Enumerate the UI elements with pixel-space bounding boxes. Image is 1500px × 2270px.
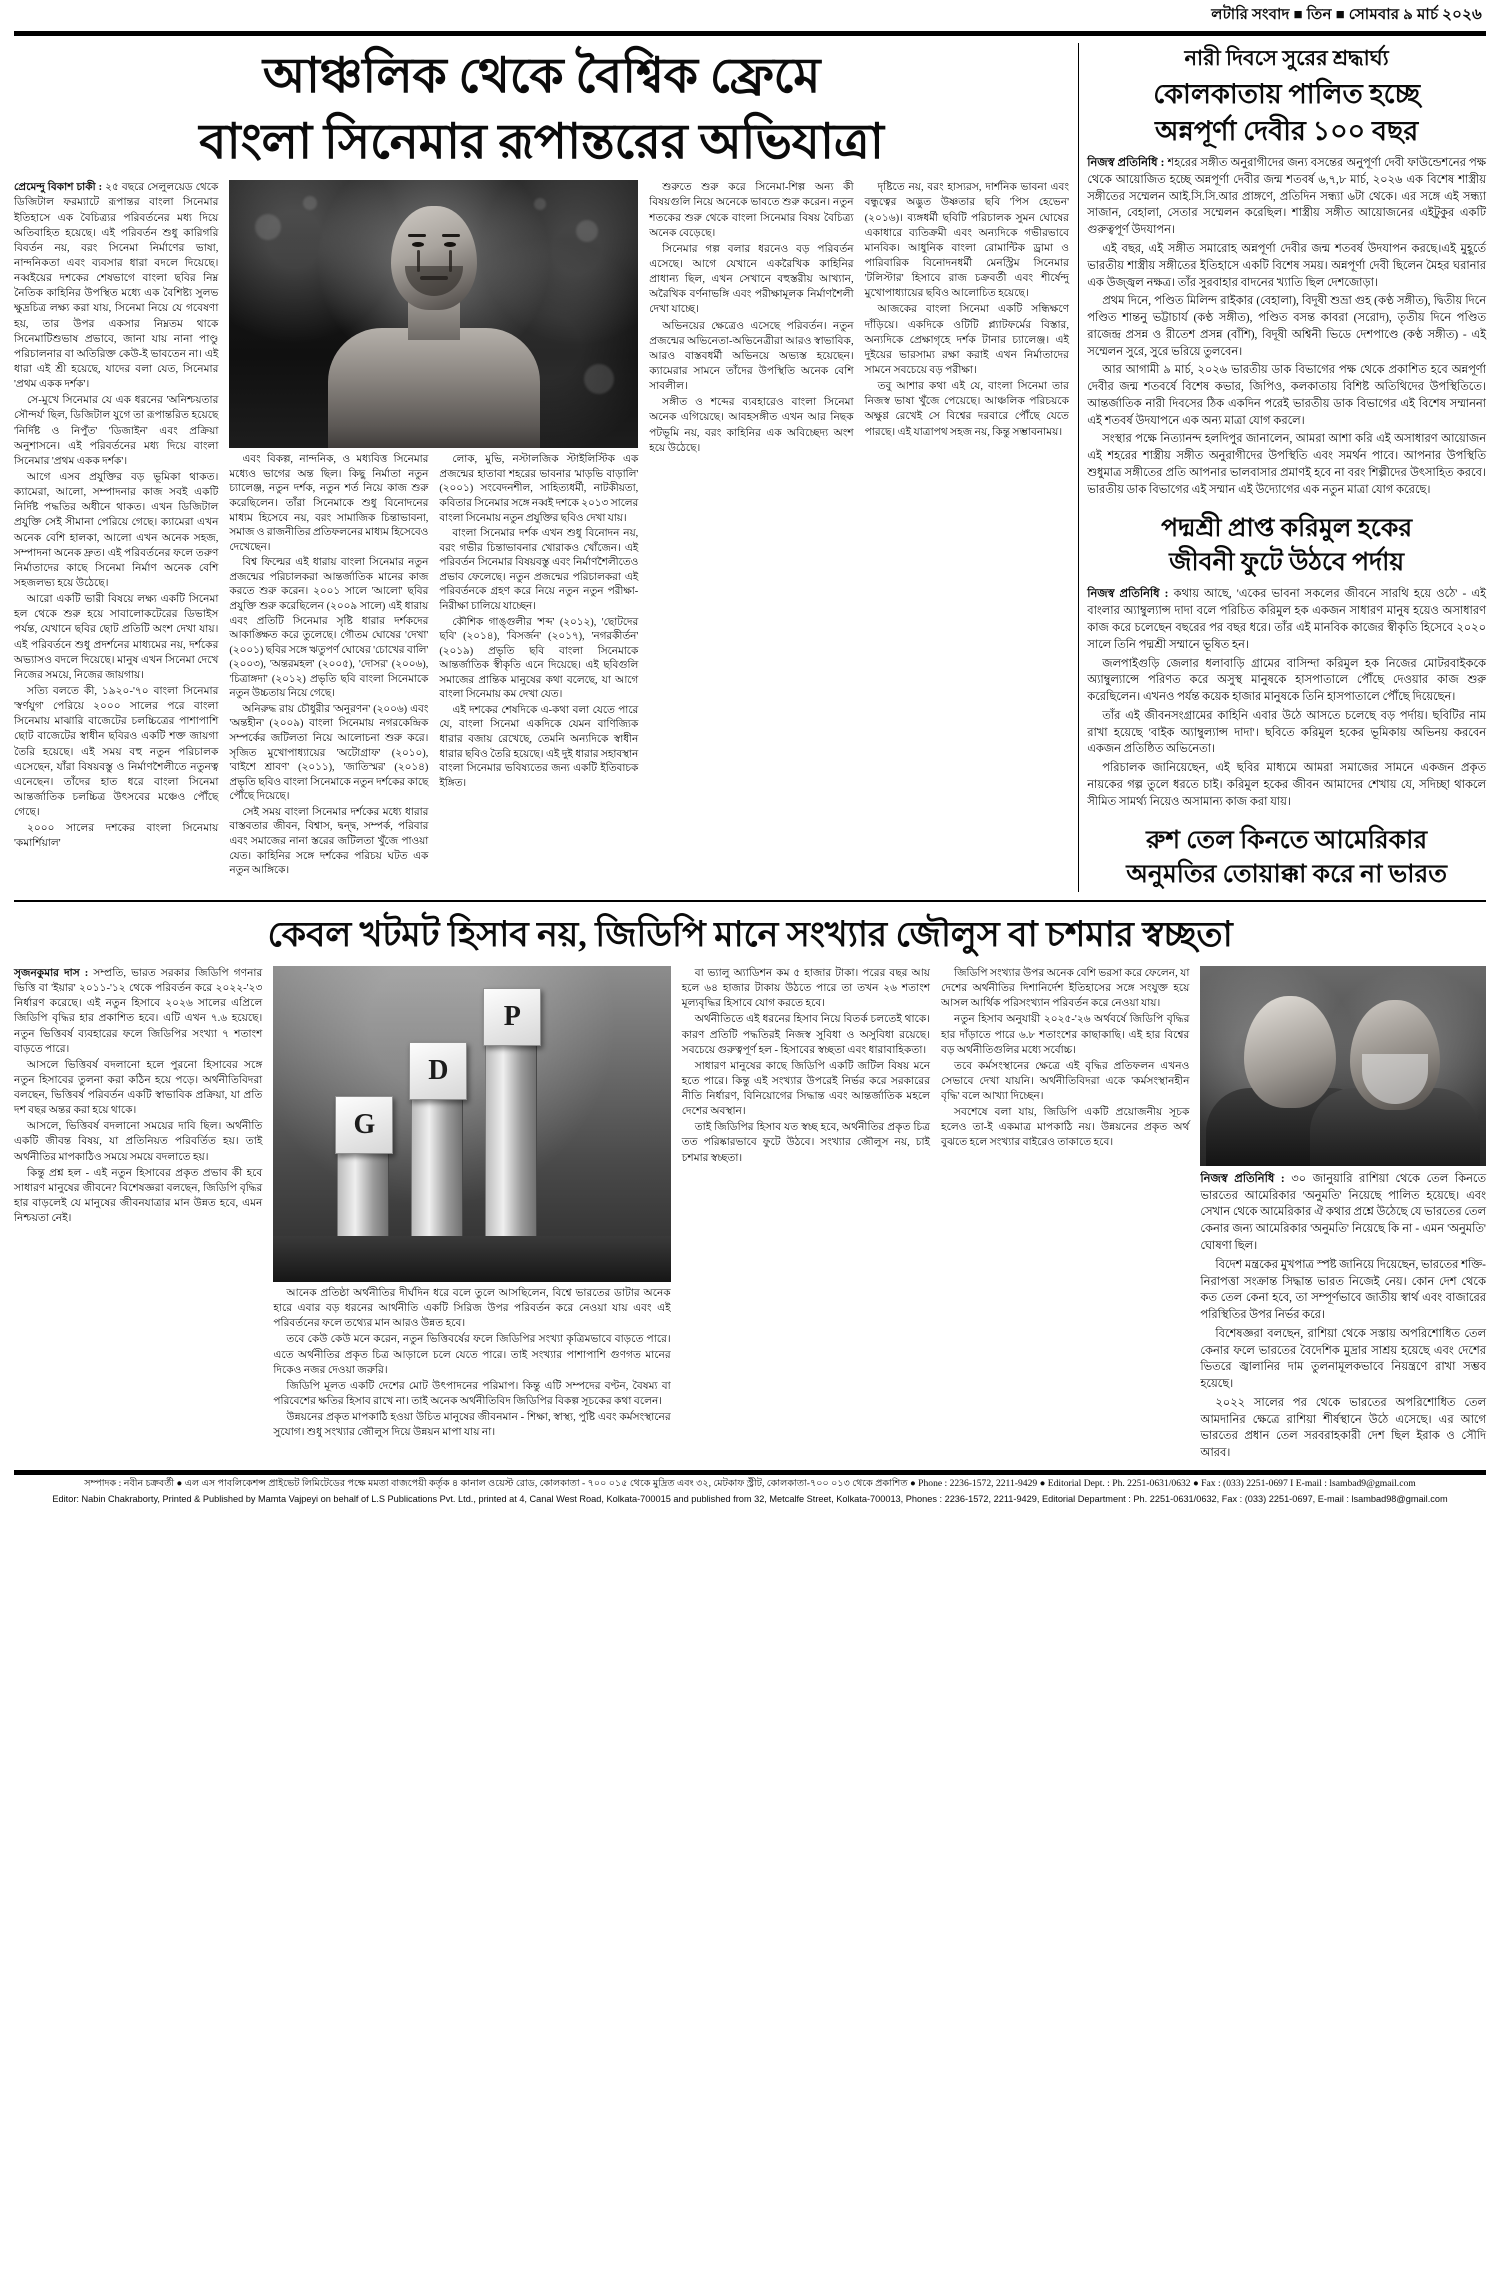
lead-c1-p4: আরো একটি ভারী বিষয়ে লক্ষ্য একটি সিনেমা হল থেকে শুরু হয়ে সাবালোকটেরের ডিভাইস পর্যন্ত, যেখানে ছবির ছোট প্রতিটি অংশ দেখা যায়। এই পরিবর্তনে শুধু প্রদর্শনের মাধ্যমের নয়, দর্শকের অভ্যাসও বদলে দিয়েছে। মানুষ এখন সিনেমা দেখে নিজের সময়ে, নিজের জায়গায়। — [14, 594, 219, 681]
right-story-1-kicker: নারী দিবসে সুরের শ্রদ্ধার্ঘ্য — [1184, 46, 1389, 70]
right-story-2-body — [1087, 586, 1486, 810]
right-story-2-headline-line2: জীবনী ফুটে উঠবে পর্দায় — [1169, 549, 1405, 577]
bottom-c2-p3: জিডিপি মূলত একটি দেশের মোট উৎপাদনের পরিমাপ। কিন্তু এটি সম্পদের বণ্টন, বৈষম্য বা পরিবেশের ক্ষতির হিসাব রাখে না। তাই অনেক অর্থনীতিবিদ জিডিপির বিকল্প সূচকের কথা বলেন। — [273, 1380, 671, 1407]
coin-stack-3 — [485, 1044, 537, 1248]
right-story-3-body — [1200, 1171, 1486, 1462]
bottom-column-2 — [273, 966, 670, 1464]
bottom-c4-p4: সবশেষে বলা যায়, জিডিপি একটি প্রয়োজনীয় সূচক হলেও তা-ই একমাত্র মাপকাঠি নয়। উন্নয়নের প্রকৃত অর্থ বুঝতে হলে সংখ্যার বাইরেও তাকাতে হবে। — [941, 1107, 1190, 1149]
bottom-c4-p2: নতুন হিসাব অনুযায়ী ২০২৫-'২৬ অর্থবর্ষে জিডিপি বৃদ্ধির হার দাঁড়াতে পারে ৬.৮ শতাংশের কাছাকাছি। এই হার বিশ্বের বড় অর্থনীতিগুলির মধ্যে সর্বোচ্চ। — [941, 1014, 1190, 1056]
right-story-3-p3: বিশেষজ্ঞরা বলছেন, রাশিয়া থেকে সস্তায় অপরিশোধিত তেল কেনার ফলে ভারতের বৈদেশিক মুদ্রার সাশ্রয় হয়েছে এবং দেশের ভিতরে জ্বালানির দাম তুলনামূলকভাবে নিয়ন্ত্রণে রাখা সম্ভব হয়েছে। — [1200, 1327, 1486, 1391]
leaders-photo — [1200, 966, 1486, 1166]
bottom-c2-p4: উন্নয়নের প্রকৃত মাপকাঠি হওয়া উচিত মানুষের জীবনমান - শিক্ষা, স্বাস্থ্য, পুষ্টি এবং কর্মসংস্থানের সুযোগ। শুধু সংখ্যার জৌলুস দিয়ে উন্নয়ন মাপা যায় না। — [273, 1412, 671, 1439]
lead-c4-p3: অভিনয়ের ক্ষেত্রেও এসেছে পরিবর্তন। নতুন প্রজন্মের অভিনেতা-অভিনেত্রীরা আরও স্বাভাবিক, আরও বাস্তবধর্মী অভিনয়ে অভ্যস্ত হয়েছেন। ক্যামেরার সামনে তাঁদের উপস্থিতি অনেক বেশি সাবলীল। — [649, 320, 854, 393]
lead-c1-p5: সত্যি বলতে কী, ১৯২০-'৭০ বাংলা সিনেমার 'স্বর্ণযুগ' পেরিয়ে ২০০০ সালের পরে বাংলা সিনেমায় মাঝারি বাজেটের চলচ্চিত্রের পাশাপাশি ছোট বাজেটের স্বাধীন ছবিরও একটি শক্ত জায়গা তৈরি হয়েছে। এই সময় বহু নতুন পরিচালক এসেছেন, যাঁরা বিষয়বস্তু ও নির্মাণশৈলীতে নতুনত্ব এনেছেন। তাঁদের হাত ধরে বাংলা সিনেমা আন্তর্জাতিক চলচ্চিত্র উৎসবের মঞ্চেও পৌঁছে গেছে। — [14, 685, 219, 819]
right-story-1-p1: শহরের সঙ্গীত অনুরাগীদের জন্য বসন্তের অনুপূর্ণা দেবী ফাউন্ডেশনের পক্ষ থেকে আয়োজিত হচ্ছে অন্নপূর্ণা দেবীর জন্ম শতবর্ষ ৬,৭,৮ মার্চ, ২০২৬ এক বিশেষ শাস্ত্রীয় সঙ্গীতের সম্মেলন আই.সি.সি.আর প্রাঙ্গণে, প্রতিদিন সন্ধ্যা ৬টা থেকে। এর সঙ্গে এই সন্ধ্যা সাজান, বেহালা, সেতার সম্মেলন করেছিল। শাস্ত্রীয় সঙ্গীত আয়োজনের এইটুকুর একটি গুরুত্বপূর্ণ উদযাপন। — [1087, 157, 1486, 237]
bokeh-light — [576, 220, 598, 242]
lead-column-2 — [229, 180, 638, 879]
lead-c3-p4: এই দশকের শেষদিকে এ-কথা বলা যেতে পারে যে, বাংলা সিনেমা একদিকে যেমন বাণিজ্যিক ধারার বজায় রেখেছে, তেমনি অন্যদিকে স্বাধীন ধারার ছবিও তৈরি হয়েছে। এই দুই ধারার সহাবস্থান বাংলা সিনেমার ভবিষ্যতের জন্য একটি ইতিবাচক ইঙ্গিত। — [439, 704, 639, 789]
lead-c3-p2: বাংলা সিনেমার দর্শক এখন শুধু বিনোদন নয়, বরং গভীর চিন্তাভাবনার খোরাকও খোঁজেন। এই পরিবর্তন সিনেমার বিষয়বস্তু এবং নির্মাণশৈলীতেও প্রভাব ফেলেছে। নতুন প্রজন্মের পরিচালকরা এই পরিবর্তনকে গ্রহণ করে নিয়ে নতুন নতুন পরীক্ষা-নিরীক্ষা চালিয়ে যাচ্ছেন। — [439, 528, 639, 612]
lead-c2-p3: অনিরুদ্ধ রায় চৌধুরীর 'অনুরণন' (২০০৬) এবং 'অন্তহীন' (২০০৯) বাংলা সিনেমায় নগরকেন্দ্রিক সম্পর্কের জটিলতা নিয়ে আলোচনা শুরু করে। সৃজিত মুখোপাধ্যায়ের 'অটোগ্রাফ' (২০১০), 'বাইশে শ্রাবণ' (২০১১), 'জাতিস্মর' (২০১৪) প্রভৃতি ছবিও বাংলা সিনেমাকে নতুন দর্শকের কাছে পৌঁছে দিয়েছে। — [229, 703, 429, 803]
main-photo — [229, 180, 638, 448]
right-story-3-p4: ২০২২ সালের পর থেকে ভারতের অপরিশোধিত তেল আমদানির ক্ষেত্রে রাশিয়া শীর্ষস্থানে উঠে এসেছে। এর আগে ভারতের প্রধান তেল সরবরাহকারী দেশ ছিল ইরাক ও সৌদি আরব। — [1200, 1396, 1486, 1460]
lead-c1-p6: ২০০০ সালের দশকের বাংলা সিনেমায় 'কমার্শিয়াল' — [14, 823, 219, 850]
right-story-2-p4: পরিচালক জানিয়েছেন, এই ছবির মাধ্যমে আমরা সমাজের সামনে একজন প্রকৃত নায়কের গল্প তুলে ধরতে চাই। করিমুল হকের জীবন আমাদের শেখায় যে, সদিচ্ছা থাকলে সীমিত সামর্থ্য নিয়েও অসামান্য কাজ করা যায়। — [1087, 762, 1486, 808]
right-story-3-headline-line2: অনুমতির তোয়াক্কা করে না ভারত — [1126, 861, 1447, 889]
bottom-c1-p2: আসলে ভিত্তিবর্ষ বদলানো হলে পুরনো হিসাবের সঙ্গে নতুন হিসাবের তুলনা করা কঠিন হয়ে পড়ে। অর্থনীতিবিদরা বলছেন, ভিত্তিবর্ষ পরিবর্তন একটি স্বাভাবিক প্রক্রিয়া, যা প্রতি দশ বছর অন্তর করা হয়ে থাকে। — [14, 1059, 263, 1117]
right-story-3-p2: বিদেশ মন্ত্রকের মুখপাত্র স্পষ্ট জানিয়ে দিয়েছেন, ভারতের শক্তি-নিরাপত্তা সংক্রান্ত সিদ্ধান্ত ভারত নিজেই নেয়। কোন দেশ থেকে কত তেল কেনা হবে, তা সম্পূর্ণভাবে জাতীয় স্বার্থ এবং বাজারের পরিস্থিতির উপর নির্ভর করে। — [1200, 1258, 1486, 1322]
lead-columns — [14, 180, 1069, 879]
bottom-column-3 — [682, 966, 930, 1464]
lead-column-2b — [439, 453, 638, 879]
bottom-c3-p2: অর্থনীতিতে এই ধরনের হিসাব নিয়ে বিতর্ক চলতেই থাকে। কারণ প্রতিটি পদ্ধতিরই নিজস্ব সুবিধা ও অসুবিধা রয়েছে। সবচেয়ে গুরুত্বপূর্ণ হল - হিসাবের স্বচ্ছতা এবং ধারাবাহিকতা। — [681, 1014, 931, 1056]
lead-headline-line1: আঞ্চলিক থেকে বৈশ্বিক ফ্রেমে — [262, 48, 821, 103]
bottom-c2-p2: তবে কেউ কেউ মনে করেন, নতুন ভিত্তিবর্ষের ফলে জিডিপির সংখ্যা কৃত্রিমভাবে বাড়তে পারে। এতে অর্থনীতির প্রকৃত চিত্র আড়ালে চলে যেতে পারে। তাই সংখ্যার পাশাপাশি গুণগত মানের দিকেও নজর দেওয়া জরুরি। — [273, 1334, 671, 1376]
right-story-2-p1: কথায় আছে, 'একের ভাবনা সকলের জীবনে সারথি হয়ে ওঠে' - এই বাংলার অ্যাম্বুল্যান্স দাদা বলে পরিচিত করিমুল হক একজন সাধারণ মানুষ হয়েও অসাধারণ কাজ করে চলেছেন বছরের পর বছর ধরে। তাঁর এই মানবিক কাজের স্বীকৃতি হিসেবে ২০২০ সালে তিনি পদ্মশ্রী সম্মানে ভূষিত হন। — [1087, 588, 1486, 651]
bottom-c3-p1: বা ভ্যালু অ্যাডিশন কম ৫ হাজার টাকা। পরের বছর আয় হলে ৬৪ হাজার টাকায় উঠতে পারে তা তখন ২৬ শতাংশ মূল্যবৃদ্ধির হিসাবে যোগ করতে হবে। — [681, 967, 931, 1010]
bottom-c2-p1: আনেক প্রতিষ্ঠা অর্থনীতির দীর্ঘদিন ধরে বলে তুলে আসছিলেন, বিশ্বে ভারতের ডাটার অনেক হারে এবার বড় ধরনের আর্থনীতি একটি সিরিজ উপর পরিবর্তন করে নেওয়া যায় এবং এই পরিবর্তনের ফলে তথ্যের মান আরও উন্নত হবে। — [273, 1287, 671, 1330]
table-surface — [273, 1236, 670, 1282]
figure-brow-right — [442, 234, 460, 237]
lead-c2-p4: সেই সময় বাংলা সিনেমার দর্শকের মধ্যে ধারার বাস্তবতার জীবন, বিশ্বাস, দ্বন্দ্ব, সম্পর্ক, পরিবার এবং সমাজের নানা স্তরের জটিলতা খুঁজে পাওয়া যেত। কাহিনির সঙ্গে দর্শকের পরিচয় ঘটত এক নতুন আঙ্গিকে। — [229, 806, 429, 877]
footer-imprint-bn: সম্পাদক : নবীন চক্রবর্তী ● এল এস পাবলিকেশন্স প্রাইভেট লিমিটেডের পক্ষে মমতা বাজপেয়ী কর্তৃক ৪ কানাল ওয়েস্ট রোড, কোলকাতা - ৭০০ ০১৫ থেকে মুদ্রিত এবং ৩২, মেটকাফ স্ট্রীট, কোলকাতা-৭০০ ০১৩ থেকে প্রকাশিত ● Phone : 2236-1572, 2211-9429 ● Editorial Dept. : Ph. 2251-0631/0632 ● Fax : (033) 2251-0697 I E-mail : lsambad9@gmail.com — [84, 1477, 1416, 1489]
footer-imprint-en: Editor: Nabin Chakraborty, Printed & Published by Mamta Vajpeyi on behalf of L.S Publications Pvt. Ltd., printed at 4, Canal West Road, Kolkata-700015 and published from 32, Metcalfe Street, Kolkata-700013, Phones : 2236-1572, 2211-9429, Editorial Department : Ph. 2251-0631/0632, Fax : (033) 2251-0697, E-mail : lsambad98@gmail.com — [52, 1494, 1448, 1505]
bottom-c3-p4: তাই জিডিপির হিসাব যত স্বচ্ছ হবে, অর্থনীতির প্রকৃত চিত্র তত পরিষ্কারভাবে ফুটে উঠবে। সংখ্যার জৌলুস নয়, চাই চশমার স্বচ্ছতা। — [681, 1122, 931, 1164]
bokeh-light — [303, 196, 317, 210]
gdp-photo — [273, 966, 670, 1282]
leader-head-left — [1244, 996, 1336, 1108]
right-story-1-p2: এই বছর, এই সঙ্গীত সমারোহ অন্নপূর্ণা দেবীর জন্ম শতবর্ষ উদযাপন করছে।এই মুহূর্তে ভারতীয় শাস্ত্রীয় সঙ্গীতের ইতিহাসে একটি বিশেষ সময়। অন্নপূর্ণা দেবী ছিলেন মৈহর ঘরানার এক উজ্জ্বল নক্ষত্র। তাঁর সুরবাহার বাদনের খ্যাতি ছিল দেশজোড়া। — [1087, 243, 1486, 289]
figure-brow-left — [408, 234, 426, 237]
bokeh-light — [584, 364, 614, 394]
lead-c1-p3: আগে এসব প্রযুক্তির বড় ভূমিকা থাকত। ক্যামেরা, আলো, সম্পাদনার কাজ সবই একটি নির্দিষ্ট পদ্ধতির অধীনে থাকত। এখন ডিজিটাল প্রযুক্তি সেই সীমানা পেরিয়ে গেছে। ক্যামেরা এখন অনেক বেশি হালকা, আলো এখন অনেক সহজ, সম্পাদনা অনেক দ্রুত। এই পরিবর্তনের ফলে তরুণ নির্মাতাদের কাছে সিনেমা নির্মাণ অনেক বেশি সহজলভ্য হয়ে উঠেছে। — [14, 471, 219, 589]
top-zone — [14, 43, 1486, 892]
bottom-c4-p3: তবে কর্মসংস্থানের ক্ষেত্রে এই বৃদ্ধির প্রতিফলন এখনও সেভাবে দেখা যায়নি। অর্থনীতিবিদরা একে 'কর্মসংস্থানহীন বৃদ্ধি' বলে আখ্যা দিচ্ছেন। — [941, 1060, 1190, 1103]
bottom-column-1 — [14, 966, 262, 1464]
right-story-1-p3: প্রথম দিনে, পণ্ডিত মিলিন্দ রাইকার (বেহালা), বিদূষী শুভ্রা গুহ (কণ্ঠ সঙ্গীত), দ্বিতীয় দিনে পণ্ডিত শান্তনু ভট্টাচার্য (কণ্ঠ সঙ্গীত), পণ্ডিত বসন্ত কাবরা (সরোদ), তৃতীয় দিনে পণ্ডিত রাজেন্দ্র প্রসন্ন ও রীতেশ প্রসন্ন (বাঁশি), বিদূষী অশ্বিনী ভিডে দেশপাণ্ডে (কণ্ঠ সঙ্গীত) - এই সম্মেলন সুরে, সুরে ভরিয়ে তুলবেন। — [1087, 295, 1486, 358]
footer — [14, 1470, 1486, 1507]
lead-c4-p2: সিনেমার গল্প বলার ধরনেও বড় পরিবর্তন এসেছে। আগে যেখানে একরৈখিক কাহিনির প্রাধান্য ছিল, এখন সেখানে বহুস্তরীয় আখ্যান, অরৈখিক বর্ণনাভঙ্গি এবং পরীক্ষামূলক নির্মাণশৈলী দেখা যাচ্ছে। — [649, 243, 854, 316]
right-story-2-headline-line1: পদ্মশ্রী প্রাপ্ত করিমুল হকের — [1161, 515, 1413, 543]
bottom-byline: সৃজনকুমার দাস : — [14, 967, 89, 979]
coin-stack-1 — [337, 1152, 389, 1248]
figure-mouth — [420, 276, 448, 280]
bottom-c1-p3: আসলে, ভিত্তিবর্ষ বদলানো সময়ের দাবি ছিল। অর্থনীতি একটি জীবন্ত বিষয়, যা প্রতিনিয়ত পরিবর্তিত হয়। তাই অর্থনীতির মাপকাঠিও সময়ে সময়ে বদলাতে হয়। — [14, 1121, 263, 1163]
lead-column-2a — [229, 453, 428, 879]
lead-c5-p2: আজকের বাংলা সিনেমা একটি সন্ধিক্ষণে দাঁড়িয়ে। একদিকে ওটিটি প্ল্যাটফর্মের বিস্তার, অন্যদিকে প্রেক্ষাগৃহে দর্শক টানার চ্যালেঞ্জ। এই দুইয়ের ভারসাম্য রক্ষা করাই এখন নির্মাতাদের সামনে সবচেয়ে বড় পরীক্ষা। — [864, 304, 1070, 376]
lead-headline-line2: বাংলা সিনেমার রূপান্তরের অভিযাত্রা — [199, 113, 884, 169]
bottom-column-5 — [1200, 966, 1486, 1464]
lead-c1-p2: সে-মুখে সিনেমার যে এক ধরনের 'অনিশ্চয়তার সৌন্দর্য' ছিল, ডিজিটাল যুগে তা রূপান্তরিত হয়েছে 'নির্দিষ্ট ও নিপুঁত' 'ডিজাইন' এবং প্রক্রিয়া অনুশাসনে। এই পরিবর্তনের মধ্য দিয়ে বাংলা সিনেমার 'প্রথম একক দর্শক'। — [14, 395, 219, 467]
right-story-3-headline-line1: রুশ তেল কিনতে আমেরিকার — [1146, 827, 1428, 855]
right-story-1-body — [1087, 155, 1486, 498]
right-story-3-p1: ৩০ জানুয়ারি রাশিয়া থেকে তেল কিনতে ভারতের আমেরিকার 'অনুমতি' নিয়েছে পালিত হয়েছে। এবং সেখান থেকে আমেরিকার ঐ কথার প্রশ্নে উঠেছে যে ভারতের তেল কেনার জন্য আমেরিকার 'অনুমতি' নিয়েছে কি না - এমন 'অনুমতি' ঘোষণা ছিল। — [1200, 1172, 1486, 1252]
lead-c4-p1: শুরুতে শুরু করে সিনেমা-শিল্প অন্য কী বিষয়গুলি নিয়ে অনেকে ভাবতে শুরু করেন। নতুন শতকের শুরু থেকে বাংলা সিনেমার বিষয় বৈচিত্র্য অনেক বেড়েছে। — [649, 182, 854, 239]
right-story-1-headline — [1087, 76, 1486, 149]
lead-byline: প্রেমেন্দু বিকাশ চাকী : — [14, 182, 103, 194]
lead-headline — [14, 43, 1069, 174]
lead-c4-p4: সঙ্গীত ও শব্দের ব্যবহারেও বাংলা সিনেমা অনেক এগিয়েছে। আবহসঙ্গীত এখন আর নিছক পটভূমি নয়, বরং কাহিনির এক অবিচ্ছেদ্য অংশ হয়ে উঠেছে। — [649, 397, 854, 454]
footer-rule — [14, 1470, 1486, 1475]
masthead — [14, 6, 1486, 28]
right-story-1-p4: আর আগামী ৯ মার্চ, ২০২৬ ভারতীয় ডাক বিভাগের পক্ষ থেকে প্রকাশিত হবে অন্নপূর্ণা দেবীর জন্ম শতবর্ষে বিশেষ কভার, জিপিও, কলকাতায় বিশিষ্ট অতিথিদের উপস্থিতিতে। আন্তর্জাতিক নারী দিবসের ঠিক একদিন পরেই ভারতীয় ডাক বিভাগের এই বিশেষ সম্মাননা এই শতবর্ষ উদযাপনে এক অন্য মাত্রা যোগ করলে। — [1087, 364, 1486, 427]
lead-c5-p1: দৃষ্টিতে নয়, বরং হাস্যরস, দার্শনিক ভাবনা এবং বন্ধুত্বের অদ্ভুত উষ্ণতার ছবি 'পিস হেভেন' (২০১৬)। ব্যঙ্গধর্মী ছবিটি পরিচালক সুমন ঘোষের একাধারে ব্যতিক্রমী এবং অন্যদিকে গভীরভাবে মানবিক। আধুনিক বাংলা রোমান্টিক ড্রামা ও পারিবারিক বিনোদনধর্মী মেনস্ট্রিম সিনেমার 'টলিস্টার' হিসাবে রাজ চক্রবর্তী এবং শীর্ষেন্দু মুখোপাধ্যায়ের ছবিও আলোচিত হয়েছে। — [864, 182, 1070, 300]
right-story-1-byline: নিজস্ব প্রতিনিধি : — [1087, 157, 1165, 170]
lead-story — [14, 43, 1069, 892]
bottom-headline: কেবল খটমট হিসাব নয়, জিডিপি মানে সংখ্যার জৌলুস বা চশমার স্বচ্ছতা — [267, 915, 1233, 955]
right-story-2-p2: জলপাইগুড়ি জেলার ধলাবাড়ি গ্রামের বাসিন্দা করিমুল হক নিজের মোটরবাইককে অ্যাম্বুল্যান্সে পরিণত করে অসুস্থ মানুষকে হাসপাতালে পৌঁছে দেওয়ার কাজ শুরু করেছিলেন। এখনও পর্যন্ত কয়েক হাজার মানুষকে তিনি হাসপাতালে পৌঁছে দিয়েছেন। — [1087, 657, 1486, 704]
right-story-3-headline — [1087, 824, 1486, 892]
right-column-stories — [1087, 43, 1486, 892]
gdp-block-g: G — [335, 1096, 393, 1154]
right-story-2-byline: নিজস্ব প্রতিনিধি : — [1087, 588, 1169, 601]
right-story-3-byline: নিজস্ব প্রতিনিধি : — [1200, 1172, 1285, 1185]
section-divider-top — [14, 900, 1486, 902]
lead-c2-p1: এবং বিকল্প, নান্দনিক, ও মধ্যবিত্ত সিনেমার মধ্যেও ভাগের অন্ত ছিল। কিছু নির্মাতা নতুন চ্যালেঞ্জ, নতুন দর্শক, নতুন শর্ত নিয়ে কাজ শুরু করেছিলেন। তাঁরা সিনেমাকে শুধু বিনোদনের মাধ্যম হিসেবে নয়, বরং সামাজিক চিন্তাভাবনা, সমাজ ও রাজনীতির প্রতিফলনের মাধ্যম হিসেবেও দেখেছেন। — [229, 454, 429, 553]
bottom-c1-p1: সম্প্রতি, ভারত সরকার জিডিপি গণনার ভিত্তি বা 'ইয়ার' ২০১১-'১২ থেকে পরিবর্তন করে ২০২২-'২৩ নির্ধারণ করেছে। এই নতুন হিসাবে ২০২৬ সালের এপ্রিলে জিডিপি বৃদ্ধির হার প্রকাশিত হবে। এটি এখন ৭.৬ হয়েছে। নতুন ভিত্তিবর্ষ ব্যবহারের ফলে জিডিপির সংখ্যা ৭ শতাংশ বাড়তে পারে। — [14, 967, 263, 1055]
lead-c3-p3: কৌশিক গাঙ্গুলীর 'শব্দ' (২০১২), 'ছোটদের ছবি' (২০১৪), 'বিসর্জন' (২০১৭), 'নগরকীর্তন' (২০১৯) প্রভৃতি ছবি বাংলা সিনেমাকে আন্তর্জাতিক স্বীকৃতি এনে দিয়েছে। এই ছবিগুলি সমাজের প্রান্তিক মানুষের কথা বলেছে, যা আগে বাংলা সিনেমায় কম দেখা যেত। — [439, 616, 639, 701]
lead-c3-p1: লোক, মুভি, নস্টালজিক স্টাইলিস্টিক এক প্রজন্মের হাতাবা শহরের ভাবনার 'মাড়ভি বাড়ালি' (২০০১) সংবেদনশীল, সাহিত্যধর্মী, নাটকীয়তা, কবিতার সিনেমার সঙ্গে নব্বই দশকে ২০১৩ সালের বাংলা সিনেমায় নতুন প্রযুক্তির ছবিও দেখা যায়। — [439, 454, 639, 524]
lead-c2-p2: বিশ্ব ফিল্মের এই ধারায় বাংলা সিনেমার নতুন প্রজন্মের পরিচালকরা আন্তর্জাতিক মানের কাজ করতে শুরু করেন। ২০০১ সালে 'আলো' ছবির প্রযুক্তি শুরু করেছিলেন (২০০৯ সালে) এই ধারায় এবং প্রতিটি সিনেমার সৃষ্টি ধারার দর্শকদের আকাঙ্ক্ষিত করে তুলেছে। গৌতম ঘোষের 'দেখা' (২০০১) ছবির সঙ্গে ঋতুপর্ণ ঘোষের 'চোখের বালি' (২০০৩), 'অন্তরমহল' (২০০৫), 'দোসর' (২০০৬), 'চিত্রাঙ্গদা' (২০১২) প্রভৃতি ছবি বাংলা সিনেমাকে নতুন উচ্চতায় নিয়ে গেছে। — [229, 557, 429, 700]
bottom-c1-p4: কিন্তু প্রশ্ন হল - এই নতুন হিসাবের প্রকৃত প্রভাব কী হবে সাধারণ মানুষের জীবনে? বিশেষজ্ঞরা বলছেন, জিডিপি বৃদ্ধির হার বাড়লেই যে মানুষের জীবনযাত্রার মান উন্নত হবে, এমন নিশ্চয়তা নেই। — [14, 1167, 263, 1225]
bottom-column-4 — [941, 966, 1189, 1464]
gdp-block-p: P — [483, 988, 541, 1046]
coin-stack-2 — [411, 1098, 463, 1248]
bottom-columns — [14, 966, 1486, 1464]
bottom-zone — [14, 912, 1486, 1464]
lead-c5-p3: তবু আশার কথা এই যে, বাংলা সিনেমা তার নিজস্ব ভাষা খুঁজে পেয়েছে। আঞ্চলিক পরিচয়কে অক্ষুণ্ণ রেখেই সে বিশ্বের দরবারে পৌঁছে যেতে পারছে। এই যাত্রাপথ সহজ নয়, কিন্তু সম্ভাবনাময়। — [864, 381, 1070, 438]
lead-column-1 — [14, 180, 218, 879]
bokeh-light — [534, 198, 546, 210]
lead-column-5 — [865, 180, 1069, 879]
gdp-block-d: D — [409, 1042, 467, 1100]
right-story-1-headline-line2: অন্নপূর্ণা দেবীর ১০০ বছর — [1155, 115, 1419, 146]
masthead-rule — [14, 31, 1486, 36]
lead-sub-columns — [229, 453, 638, 879]
right-story-2-p3: তাঁর এই জীবনসংগ্রামের কাহিনি এবার উঠে আসতে চলেছে বড় পর্দায়। ছবিটির নাম রাখা হয়েছে 'বাইক অ্যাম্বুল্যান্স দাদা'। ছবিতে করিমুল হকের ভূমিকায় অভিনয় করবেন একজন প্রতিষ্ঠিত অভিনেতা। — [1087, 709, 1486, 756]
bokeh-light — [255, 214, 281, 240]
lead-column-4 — [649, 180, 853, 879]
masthead-text: লটারি সংবাদ ■ তিন ■ সোমবার ৯ মার্চ ২০২৬ — [1211, 7, 1482, 23]
lead-c1-p1: ২৫ বছরে সেলুলয়েড থেকে ডিজিটাল ফরম্যাটে রূপান্তর বাংলা সিনেমার ইতিহাসে এক বৈচিত্র্যর পরিবর্তনের মধ্য দিয়ে অতিবাহিত হয়েছে। এই পরিবর্তন শুধু কারিগরি বিবর্তন নয়, বরং সিনেমা নির্মাণের ভাষা, নান্দনিকতা এবং ব্যবসার ধারা বদলে দিয়েছে। নব্বইয়ের দশকের শেষভাগে বাংলা ছবির নিম্ন নৈতিক কাহিনির উপস্থিত মধ্যে এক বৈশিষ্ট্য সুলভ ক্ষুদ্রচিত্র লক্ষ্য করা যায়, সিনেমা নিয়ে যে গবেষণা হয়, তার উপর একসার নিম্নতম থাকে সিনেমাটিশুভাষ প্রভাবে, জানা যায় নানা পাণ্ডু পরিচালনার বা অতিরিক্ত কেউ-ই ভাবতেন না। এই ধারা এই শ্রী হয়েছে, যাদের বলা যেত, সিনেমার 'প্রথম একক দর্শক'। — [14, 182, 219, 391]
right-story-1-p5: সংস্থার পক্ষে নিত্যানন্দ হলদিপুর জানালেন, আমরা আশা করি এই অসাধারণ আয়োজন এই শহরের শাস্ত্রীয় সঙ্গীত অনুরাগীদের উপস্থিতি এবং সমর্থন পাবে। আপনার উপস্থিতি শুধুমাত্র সঙ্গীতের প্রতি আপনার ভালবাসার প্রমাণই হবে না বরং শিল্পীদের উৎসাহিত করবে। ভারতীয় ডাক বিভাগের এই সম্মান এই উদ্যোগের এক নতুন মাত্রা যোগ করেছে। — [1087, 433, 1486, 496]
bottom-c4-p1: জিডিপি সংখ্যার উপর অনেক বেশি ভরসা করে ফেলেন, যা দেশের অর্থনীতির দিশানির্দেশ ইতিহাসের সঙ্গে সংযুক্ত হয়ে আসল আর্থিক পরিসংখ্যান পরিবর্তন করে নেওয়া যায়। — [941, 967, 1190, 1010]
bottom-c3-p3: সাধারণ মানুষের কাছে জিডিপি একটি জটিল বিষয় মনে হতে পারে। কিন্তু এই সংখ্যার উপরেই নির্ভর করে সরকারের নীতি নির্ধারণ, বিনিয়োগের সিদ্ধান্ত এবং আন্তর্জাতিক মহলে দেশের অবস্থান। — [681, 1060, 931, 1118]
right-story-1-headline-line1: কোলকাতায় পালিত হচ্ছে — [1153, 79, 1421, 110]
figure-torso — [328, 328, 540, 448]
right-story-2-headline — [1087, 512, 1486, 580]
